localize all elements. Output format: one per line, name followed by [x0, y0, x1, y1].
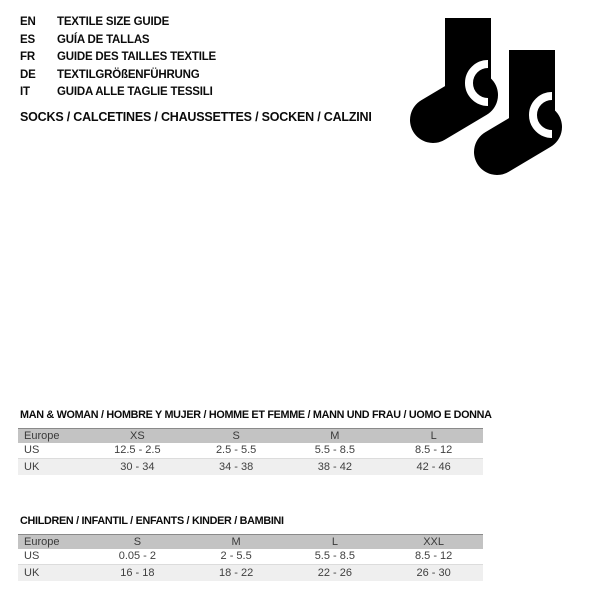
language-row-fr	[20, 49, 216, 67]
language-code: FR	[20, 51, 35, 64]
size-cell: 16 - 18	[88, 565, 187, 581]
size-cell: 22 - 26	[286, 565, 385, 581]
size-cell: 42 - 46	[384, 459, 483, 475]
size-cell: 2.5 - 5.5	[187, 443, 286, 459]
size-cell: 8.5 - 12	[384, 443, 483, 459]
adults-header-row	[18, 429, 483, 443]
column-header-region: Europe	[18, 535, 88, 549]
size-cell: 5.5 - 8.5	[286, 443, 385, 459]
size-cell: 12.5 - 2.5	[88, 443, 187, 459]
column-header-size: S	[88, 535, 187, 549]
language-row-en	[20, 14, 216, 32]
column-header-size: XXL	[384, 535, 483, 549]
row-label: UK	[18, 565, 88, 581]
size-cell: 8.5 - 12	[384, 549, 483, 565]
language-code: DE	[20, 68, 36, 81]
size-cell: 38 - 42	[286, 459, 385, 475]
language-code: IT	[20, 86, 30, 99]
language-row-it	[20, 84, 216, 102]
row-label: UK	[18, 459, 88, 475]
size-cell: 5.5 - 8.5	[286, 549, 385, 565]
language-row-es	[20, 32, 216, 50]
language-code: ES	[20, 33, 35, 46]
column-header-region: Europe	[18, 429, 88, 443]
column-header-size: L	[384, 429, 483, 443]
adults-table-title: MAN & WOMAN / HOMBRE Y MUJER / HOMME ET FEMME / MANN UND FRAU / UOMO E DONNA	[20, 409, 492, 421]
row-label: US	[18, 443, 88, 459]
adults-size-table	[18, 409, 492, 475]
children-size-table	[18, 515, 483, 581]
language-label: TEXTILE SIZE GUIDE	[57, 16, 170, 28]
column-header-size: L	[286, 535, 385, 549]
column-header-size: XS	[88, 429, 187, 443]
children-table	[18, 534, 483, 581]
language-label: TEXTILGRÖßENFÜHRUNG	[57, 68, 200, 81]
language-list	[20, 14, 216, 102]
product-category-title: SOCKS / CALCETINES / CHAUSSETTES / SOCKEN / CALZINI	[20, 110, 372, 124]
size-cell: 0.05 - 2	[88, 549, 187, 565]
language-label: GUÍA DE TALLAS	[57, 33, 150, 46]
size-cell: 2 - 5.5	[187, 549, 286, 565]
size-cell: 26 - 30	[384, 565, 483, 581]
language-label: GUIDE DES TAILLES TEXTILE	[57, 51, 216, 64]
size-cell: 30 - 34	[88, 459, 187, 475]
adults-table	[18, 428, 483, 475]
table-row-us	[18, 549, 483, 565]
column-header-size: M	[187, 535, 286, 549]
children-header-row	[18, 535, 483, 549]
language-code: EN	[20, 16, 36, 28]
size-cell: 18 - 22	[187, 565, 286, 581]
language-label: GUIDA ALLE TAGLIE TESSILI	[57, 86, 213, 99]
socks-icon	[405, 18, 585, 178]
sock-front	[497, 50, 555, 152]
table-row-uk	[18, 459, 483, 475]
column-header-size: M	[286, 429, 385, 443]
row-label: US	[18, 549, 88, 565]
table-row-us	[18, 443, 483, 459]
sock-back	[433, 18, 491, 120]
language-row-de	[20, 67, 216, 85]
column-header-size: S	[187, 429, 286, 443]
size-cell: 34 - 38	[187, 459, 286, 475]
children-table-title: CHILDREN / INFANTIL / ENFANTS / KINDER / BAMBINI	[20, 515, 284, 527]
table-row-uk	[18, 565, 483, 581]
